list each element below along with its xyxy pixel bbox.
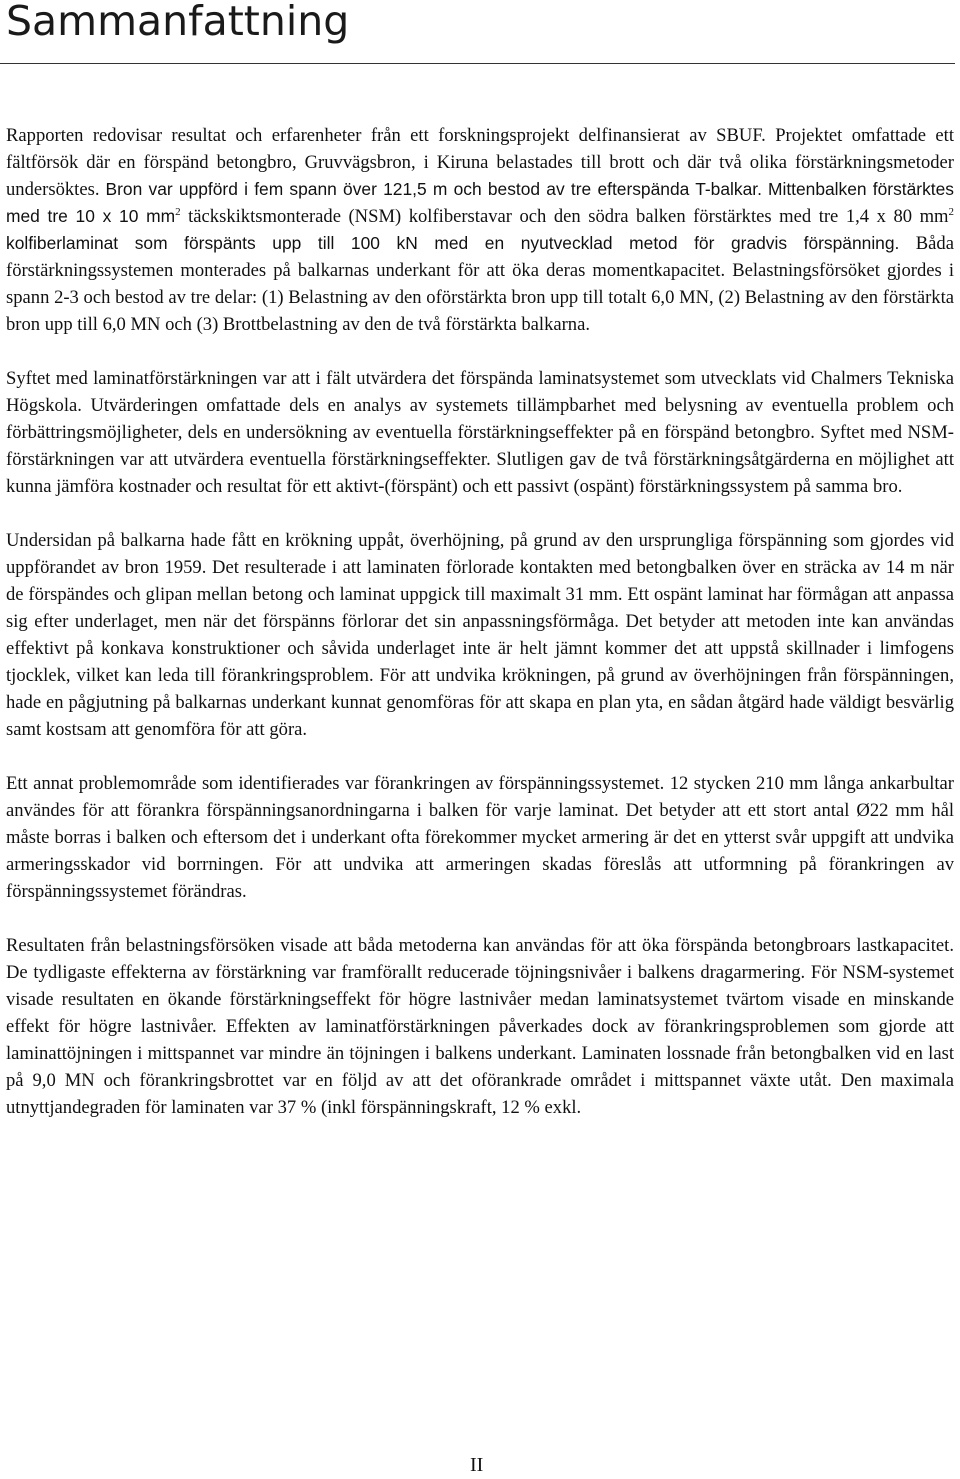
title-underline	[0, 63, 955, 64]
paragraph-4: Ett annat problemområde som identifierades var förankringen av förspänningssystemet. 12 stycken 210 mm långa ankarbultar användes för att förankra förspänningsanordningarna i balken för varje laminat. Det betyder att ett stort antal Ø22 mm hål måste borras i balken och eftersom det i underkant ofta förekommer mycket armering är det en ytterst svår uppgift att undvika armeringsskador vid borrningen. För att undvika att armeringen skadas föreslås att utformning på förankringen av förspänningssystemet förändras.	[6, 773, 954, 902]
paragraph-1-nsm-rods: täckskiktsmonterade (NSM) kolfiberstavar och den södra balken förstärktes med tre 1,4 x 80 mm	[188, 206, 949, 227]
paragraph-1-span-info: Bron var uppförd i fem spann över 121,5 m och bestod av tre efterspända T-balkar.	[105, 179, 762, 199]
page-number: II	[470, 1454, 484, 1476]
paragraph-2: Syftet med laminatförstärkningen var att i fält utvärdera det förspända laminatsystemet som utvecklats vid Chalmers Tekniska Högskola. Utvärderingen omfattade dels en analys av systemets tillämpbarhet med belysning av eventuella problem och förbättringsmöjligheter, dels en undersökning av eventuella förstärkningseffekter på en förspänd betongbro. Syftet med NSM-förstärkningen var att utvärdera eventuella förstärkningseffekter. Slutligen gav de två förstärkningsåtgärderna en möjlighet att kunna jämföra kostnader och resultat för ett aktivt-(förspänt) och ett passivt (ospänt) förstärkningssystem på samma bro.	[6, 368, 954, 497]
superscript-2: 2	[175, 205, 181, 218]
paragraph-1-laminate: kolfiberlaminat som förspänts upp till 100 kN med en nyutvecklad metod för gradvis förspänning.	[6, 233, 900, 253]
document-body	[6, 122, 954, 1121]
paragraph-1-test-program: Båda förstärkningssystemen monterades på balkarnas underkant för att öka deras momentkapacitet. Belastningsförsöket gjordes i spann 2-3 och bestod av tre delar: (1) Belastning av den oförstärkta bron upp till totalt 6,0 MN, (2) Belastning av den förstärkta bron upp till 6,0 MN och (3) Brottbelastning av den de två förstärkta balkarna.	[6, 233, 954, 335]
paragraph-1-mid-beam: Mittenbalken förstärktes med tre 10 x 10 mm	[6, 179, 954, 226]
paragraph-1-intro: Rapporten redovisar resultat och erfarenheter från ett forskningsprojekt delfinansierat av SBUF. Projektet omfattade ett fältförsök där en förspänd betongbro, Gruvvägsbron, i Kiruna belastades till brott och där två olika förstärkningsmetoder undersöktes.	[6, 125, 954, 200]
paragraph-1	[6, 122, 954, 338]
document-page	[6, 0, 954, 1148]
paragraph-5: Resultaten från belastningsförsöken visade att båda metoderna kan användas för att öka förspända betongbroars lastkapacitet. De tydligaste effekterna av förstärkning var framförallt reducerade töjningsnivåer i balkens dragarmering. För NSM-systemet visade resultaten en ökande förstärkningseffekt för högre lastnivåer medan laminatsystemet tvärtom visade en minskande effekt för högre lastnivåer. Effekten av laminatförstärkningen påverkades dock av förankringsproblemen som gjorde att laminattöjningen i mittspannet var mindre än töjningen i balkens underkant. Laminaten lossnade från betongbalken vid en last på 9,0 MN och förankringsbrottet var en följd av att det oförankrade området i mittspannet växte utåt. Den maximala utnyttjandegraden för laminaten var 37 % (inkl förspänningskraft, 12 % exkl.	[6, 935, 954, 1118]
superscript-2: 2	[948, 205, 954, 218]
paragraph-3: Undersidan på balkarna hade fått en krökning uppåt, överhöjning, på grund av den ursprungliga förspänning som gjordes vid uppförandet av bron 1959. Det resulterade i att laminaten förlorade kontakten med betongbalken över en sträcka av 14 m när de förspändes och glipan mellan betong och laminat uppgick till maximalt 31 mm. Ett ospänt laminat har förmågan att anpassa sig efter underlaget, men när det förspänns förlorar det sin anpassningsförmåga. Det betyder att metoden inte kan användas effektivt på konkava konstruktioner och såvida underlaget inte är helt jämnt kommer det att uppstå skillnader i limfogens tjocklek, vilket kan leda till förankringsproblem. För att undvika krökningen, på grund av överhöjningen från förspänningen, hade en pågjutning på balkarnas underkant kunnat genomföras för att skapa en plan yta, en sådan åtgärd hade väldigt besvärlig samt kostsam att genomföra för att göra.	[6, 530, 954, 740]
page-title: Sammanfattning	[6, 0, 350, 45]
